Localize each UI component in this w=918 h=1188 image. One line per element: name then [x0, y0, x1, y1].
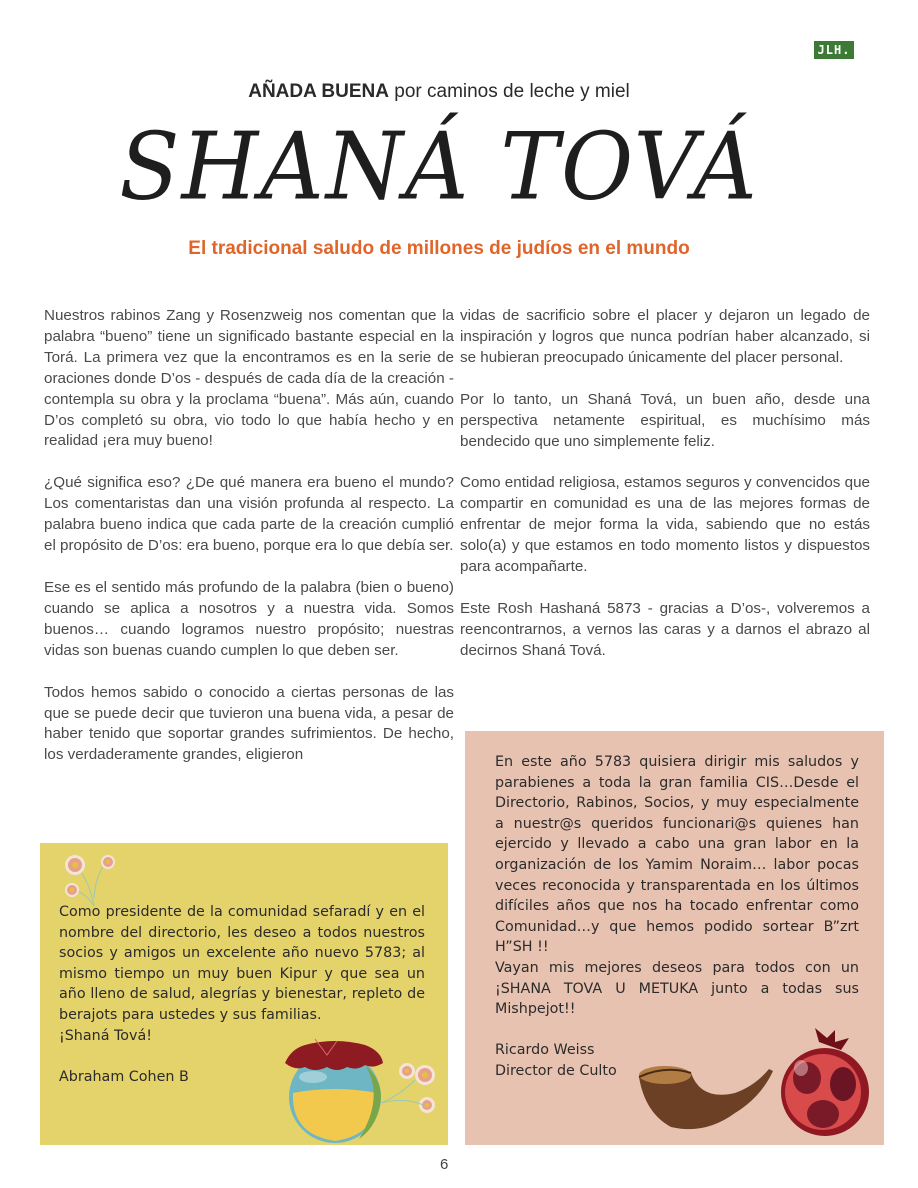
message-wishes: Vayan mis mejores deseos para todos con un ¡SHANA TOVA U METUKA junto a todas sus Mishpejot!! [495, 959, 859, 1018]
paragraph: Nuestros rabinos Zang y Rosenzweig nos comentan que la palabra “bueno” tiene un significado bastante especial en la Torá. La primera vez que la encontramos es en la serie de oraciones donde D’os - después de cada día de la creación - contempla su obra y la proclama “buena”. Más aún, cuando D’os completó su obra, vio todo lo que había hecho y en realidad ¡era muy bueno! [44, 307, 454, 450]
publication-badge: JLH. [814, 41, 854, 59]
paragraph: Por lo tanto, un Shaná Tová, un buen año, desde una perspectiva netamente espiritual, es muchísimo más bendecido que uno simplemente feliz. [460, 390, 870, 450]
flowers-icon [50, 848, 130, 908]
shofar-icon [635, 1051, 785, 1141]
page-title: SHANÁ TOVÁ [119, 112, 759, 221]
message-body: Como presidente de la comunidad sefaradí y en el nombre del directorio, les deseo a todos nuestros socios y amigos un excelente año nuevo 5783; al mismo tiempo un muy buen Kipur y que sea un año lleno de salud, alegrías y bienestar, repleto de berajots para ustedes y sus familias. [59, 904, 425, 1023]
kicker-rest: por caminos de leche y miel [388, 81, 630, 102]
subtitle: El tradicional saludo de millones de judíos en el mundo [188, 238, 690, 259]
article-right-column [460, 306, 870, 683]
signature-name: Ricardo Weiss [495, 1042, 595, 1059]
director-message-box [465, 731, 884, 1145]
paragraph: Ese es el sentido más profundo de la palabra (bien o bueno) cuando se aplica a nosotros y a nuestra vida. Somos buenos… cuando logramos nuestro propósito; nuestras vidas son buenas cuando cumplen lo que deben ser. [44, 578, 454, 659]
president-message-box [40, 843, 448, 1145]
paragraph: ¿Qué significa eso? ¿De qué manera era bueno el mundo? Los comentaristas dan una visión profunda al respecto. La palabra bueno indica que cada parte de la creación cumplió el propósito de D’os: era bueno, porque era lo que debía ser. [44, 474, 454, 555]
message-body: En este año 5783 quisiera dirigir mis saludos y parabienes a toda la gran familia CIS…Desde el Directorio, Rabinos, Socios, y muy especialmente a nuestr@s queridos funcionari@s quienes han ejercido y llevado a cabo una gran labor en la organización de los Yamim Noraim… labor pocas veces reconocida y transparentada en los últimos difíciles años que nos ha tocado enfrentar como Comunidad…y que hemos podido sortear B”zrt H”SH !! [495, 754, 859, 956]
paragraph: Como entidad religiosa, estamos seguros y convencidos que compartir en comunidad es una de las mejores formas de enfrentar de mejor forma la vida, sabiendo que no estás solo(a) y que estamos en todo momento listos y dispuestos para acompañarte. [460, 474, 870, 576]
signature: Abraham Cohen B [59, 1068, 189, 1085]
paragraph: vidas de sacrificio sobre el placer y dejaron un legado de inspiración y logros que nunca podrían haber alcanzado, si se hubieran preocupado únicamente del placer personal. [460, 307, 870, 366]
paragraph: Todos hemos sabido o conocido a ciertas personas de las que se puede decir que tuvieron una buena vida, a pesar de haber tenido que soportar grandes sufrimientos. De hecho, los verdaderamente grandes, eligieron [44, 683, 454, 764]
kicker-bold: AÑADA BUENA [248, 81, 389, 102]
message-closing: ¡Shaná Tová! [59, 1027, 152, 1044]
page-number: 6 [440, 1156, 449, 1173]
paragraph: Este Rosh Hashaná 5873 - gracias a D’os-, volveremos a reencontrarnos, a vernos las caras y a darnos el abrazo al decirnos Shaná Tová. [460, 599, 870, 659]
kicker-headline [0, 81, 878, 103]
honey-jar-icon [285, 1035, 445, 1145]
pomegranate-icon [775, 1028, 875, 1140]
article-left-column [44, 306, 454, 787]
signature-title: Director de Culto [495, 1062, 617, 1079]
